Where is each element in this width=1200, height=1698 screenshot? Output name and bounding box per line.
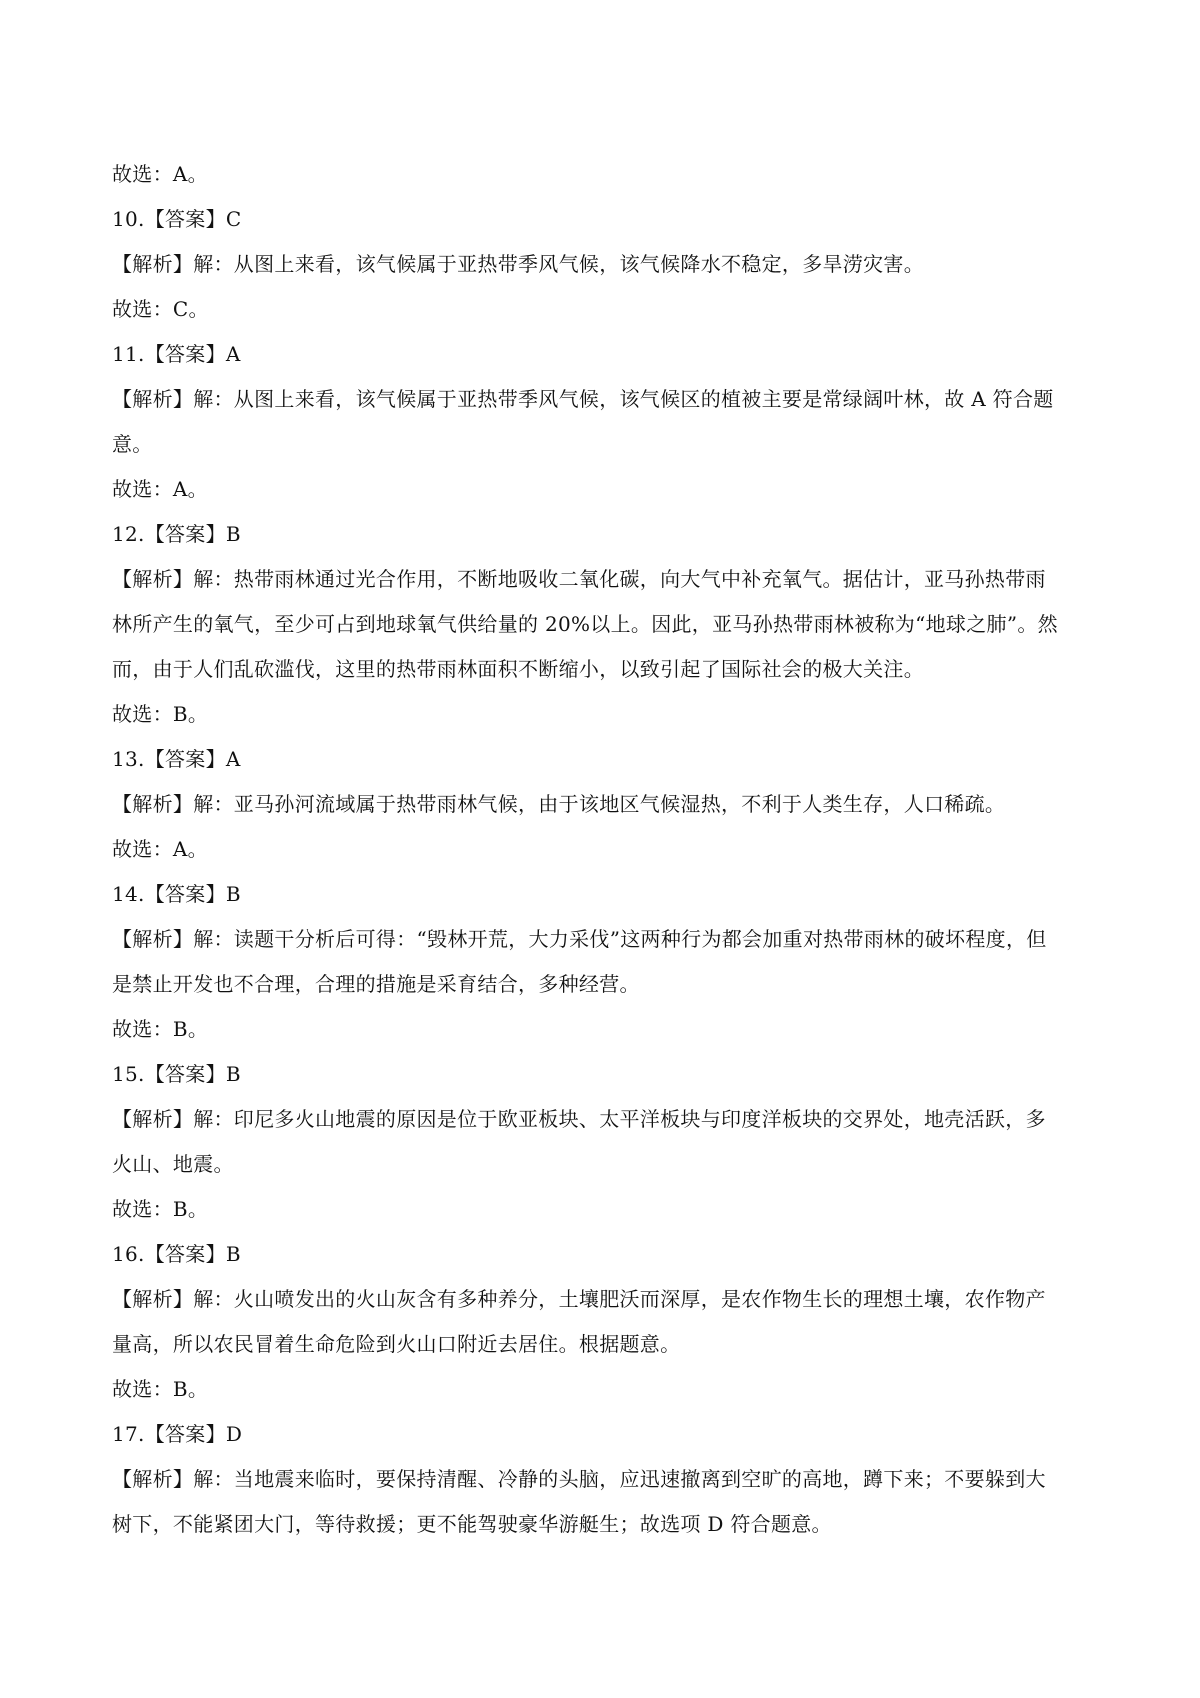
answer-line: 11.【答案】A [112,342,241,366]
choice-line: 故选：B。 [112,702,209,726]
analysis-line: 【解析】解：火山喷发出的火山灰含有多种养分，土壤肥沃而深厚，是农作物生长的理想土壤，农作物产 [112,1287,1046,1311]
choice-line: 故选：A。 [112,837,208,861]
answer-line: 15.【答案】B [112,1062,241,1086]
analysis-line: 【解析】解：印尼多火山地震的原因是位于欧亚板块、太平洋板块与印度洋板块的交界处，地壳活跃，多 [112,1107,1046,1131]
choice-line: 故选：B。 [112,1377,209,1401]
analysis-line: 林所产生的氧气，至少可占到地球氧气供给量的 20%以上。因此，亚马孙热带雨林被称为“地球之肺”。然 [112,612,1058,636]
analysis-line: 【解析】解：读题干分析后可得：“毁林开荒，大力采伐”这两种行为都会加重对热带雨林的破坏程度，但 [112,927,1047,951]
analysis-line: 意。 [112,432,153,456]
choice-line: 故选：A。 [112,477,208,501]
analysis-line: 量高，所以农民冒着生命危险到火山口附近去居住。根据题意。 [112,1332,681,1356]
choice-line: 故选：B。 [112,1017,209,1041]
choice-line: 故选：A。 [112,162,208,186]
choice-line: 故选：B。 [112,1197,209,1221]
analysis-line: 【解析】解：从图上来看，该气候属于亚热带季风气候，该气候区的植被主要是常绿阔叶林，故 A 符合题 [112,387,1054,411]
analysis-line: 是禁止开发也不合理，合理的措施是采育结合，多种经营。 [112,972,640,996]
analysis-line: 【解析】解：热带雨林通过光合作用，不断地吸收二氧化碳，向大气中补充氧气。据估计，亚马孙热带雨 [112,567,1046,591]
answer-line: 14.【答案】B [112,882,241,906]
analysis-line: 【解析】解：从图上来看，该气候属于亚热带季风气候，该气候降水不稳定，多旱涝灾害。 [112,252,924,276]
analysis-line: 树下，不能紧团大门，等待救援；更不能驾驶豪华游艇生；故选项 D 符合题意。 [112,1512,832,1536]
analysis-line: 【解析】解：当地震来临时，要保持清醒、冷静的头脑，应迅速撤离到空旷的高地，蹲下来；不要躲到大 [112,1467,1046,1491]
choice-line: 故选：C。 [112,297,209,321]
analysis-line: 而，由于人们乱砍滥伐，这里的热带雨林面积不断缩小，以致引起了国际社会的极大关注。 [112,657,924,681]
answer-line: 16.【答案】B [112,1242,241,1266]
answer-line: 10.【答案】C [112,207,242,231]
answer-line: 17.【答案】D [112,1422,243,1446]
analysis-line: 【解析】解：亚马孙河流域属于热带雨林气候，由于该地区气候湿热，不利于人类生存，人口稀疏。 [112,792,1006,816]
analysis-line: 火山、地震。 [112,1152,234,1176]
answer-line: 12.【答案】B [112,522,241,546]
answer-line: 13.【答案】A [112,747,241,771]
